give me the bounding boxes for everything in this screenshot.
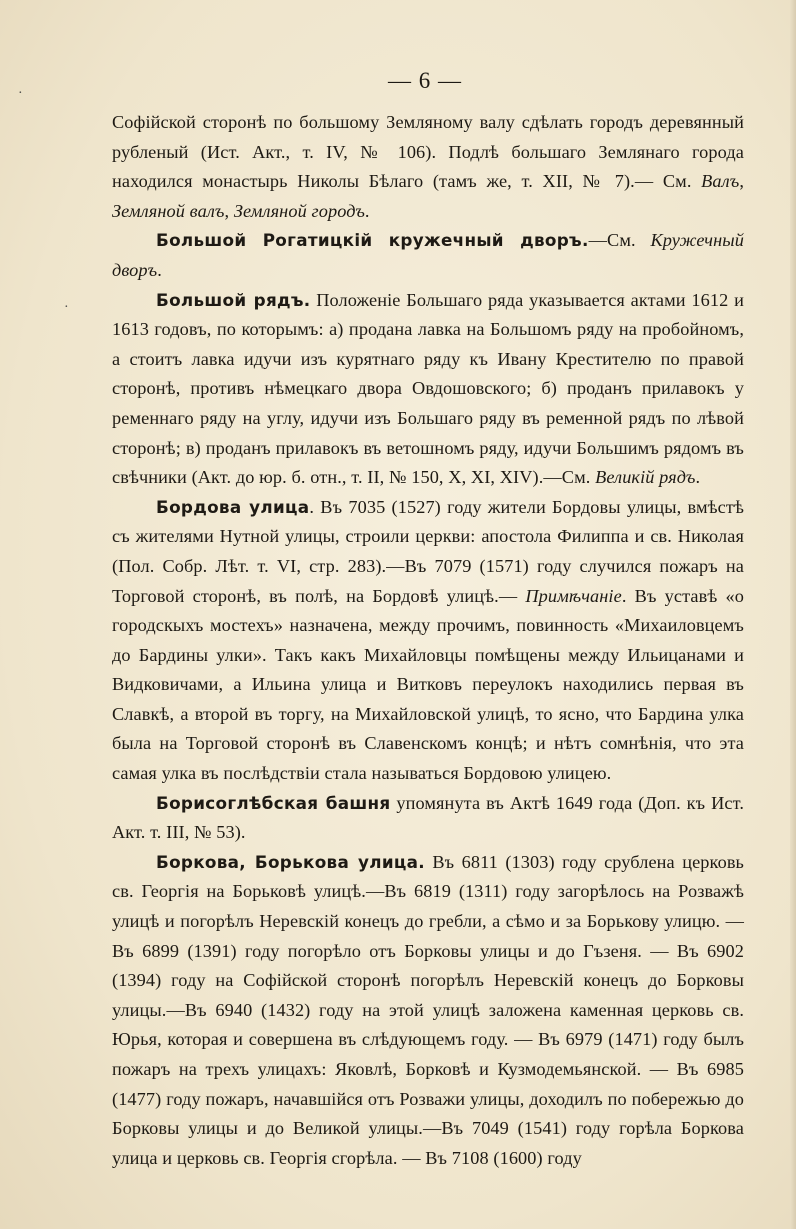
entry-text: , <box>224 200 234 221</box>
paragraph <box>112 493 744 789</box>
body-text <box>112 108 744 1173</box>
entry-text: . <box>157 259 162 280</box>
cross-reference: Земляной валъ <box>112 200 225 221</box>
entry-text: упомянута въ Актѣ 1649 года (Доп. къ Ист. Акт. т. III, № 53). <box>112 792 744 843</box>
entry-text: —См. <box>588 230 651 251</box>
entry-heading: Борисоглѣбская башня <box>156 792 391 813</box>
page-number: — 6 — <box>388 68 462 93</box>
cross-reference: Кружечный дворъ <box>112 230 744 280</box>
page-edge <box>790 0 796 1229</box>
margin-mark: · <box>64 300 69 315</box>
entry-text: . <box>364 200 370 221</box>
paragraph <box>112 848 744 1174</box>
entry-text: Софійской сторонѣ по большому Земляному валу сдѣлать городъ деревянный рубленый (Ист. Акт., т. IV, № 106). Подлѣ большаго Землянаго города находился монастырь Николы Бѣлаго (тамъ же, т. XII, № 7).— См. <box>112 112 744 192</box>
cross-reference: Великій рядъ <box>595 467 696 488</box>
entry-text: Въ 6811 (1303) году срублена церковь св. Георгія на Борьковѣ улицѣ.—Въ 6819 (1311) году загорѣлось на Розважѣ улицѣ и погорѣлъ Неревскій конецъ до гребли, а сѣмо и за Борькову улицю. — Въ 6899 (1391) году погорѣло отъ Борковы улицы и до Гъзеня. — Въ 6902 (1394) году на Софійской сторонѣ погорѣлъ Неревскій конецъ до Борковы улицы.—Въ 6940 (1432) году на этой улицѣ заложена каменная церковь св. Юрья, которая и совершена въ слѣдующемъ году. — Въ 6979 (1471) году былъ пожаръ на трехъ улицахъ: Яковлѣ, Борковѣ и Кузмодемьянской. — Въ 6985 (1477) году пожаръ, начавшійся отъ Розважи улицы, доходилъ по побережью до Борковы улицы и до Великой улицы.—Въ 7049 (1541) году горѣла Боркова улица и церковь св. Георгія сгорѣла. — Въ 7108 (1600) году <box>112 851 744 1168</box>
entry-heading: Большой Рогатицкій кружечный дворъ. <box>156 230 589 251</box>
entry-heading: Большой рядъ. <box>156 289 311 310</box>
entry-text: , <box>739 171 744 192</box>
entry-heading: Бордова улица <box>156 496 310 517</box>
margin-mark: · <box>18 86 23 101</box>
entry-text: . Въ 7035 (1527) году жители Бордовы улицы, вмѣстѣ съ жителями Нутной улицы, строили церкви: апостола Филиппа и св. Николая (Пол. Собр. Лѣт. т. VI, стр. 283).—Въ 7079 (1571) году случился пожаръ на Торговой сторонѣ, въ полѣ, на Бордовѣ улицѣ.— <box>112 496 744 606</box>
paragraph <box>112 286 744 493</box>
paragraph <box>112 108 744 226</box>
entry-heading: Боркова, Борькова улица. <box>156 851 425 872</box>
paragraph <box>112 789 744 848</box>
entry-text: . <box>695 467 701 488</box>
entry-text: Положеніе Большаго ряда указывается актами 1612 и 1613 годовъ, по которымъ: а) продана лавка на Большомъ ряду на пробойномъ, а стоитъ лавка идучи изъ курятнаго ряду къ Ивану Крестителю по правой сторонѣ, противъ нѣмецкаго двора Овдошовского; б) проданъ прилавокъ у ременнаго ряду на углу, идучи изъ Большаго ряду въ ременной рядъ по лѣвой сторонѣ; в) проданъ прилавокъ въ ветошномъ ряду, идучи Большимъ рядомъ въ свѣчники (Акт. до юр. б. отн., т. II, № 150, X, XI, XIV).—См. <box>112 289 744 488</box>
paragraph <box>112 226 744 285</box>
entry-text: . Въ уставѣ «о городскыхъ мостехъ» назначена, между прочимъ, повинность «Михаиловцемъ до Бардины улки». Такъ какъ Михайловцы помѣщены между Ильицанами и Видковичами, а Ильина улица и Витковъ переулокъ находились первая въ Славкѣ, а второй въ торгу, на Михайловской улицѣ, то ясно, что Бардина улка была на Торговой сторонѣ въ Славенскомъ концѣ; и нѣтъ сомнѣнія, что эта самая улка въ послѣдствіи стала называться Бордовою улицею. <box>112 585 745 784</box>
cross-reference: Валъ <box>701 171 740 192</box>
cross-reference: Земляной городъ <box>233 200 365 221</box>
cross-reference: Примѣчаніе <box>525 585 622 606</box>
